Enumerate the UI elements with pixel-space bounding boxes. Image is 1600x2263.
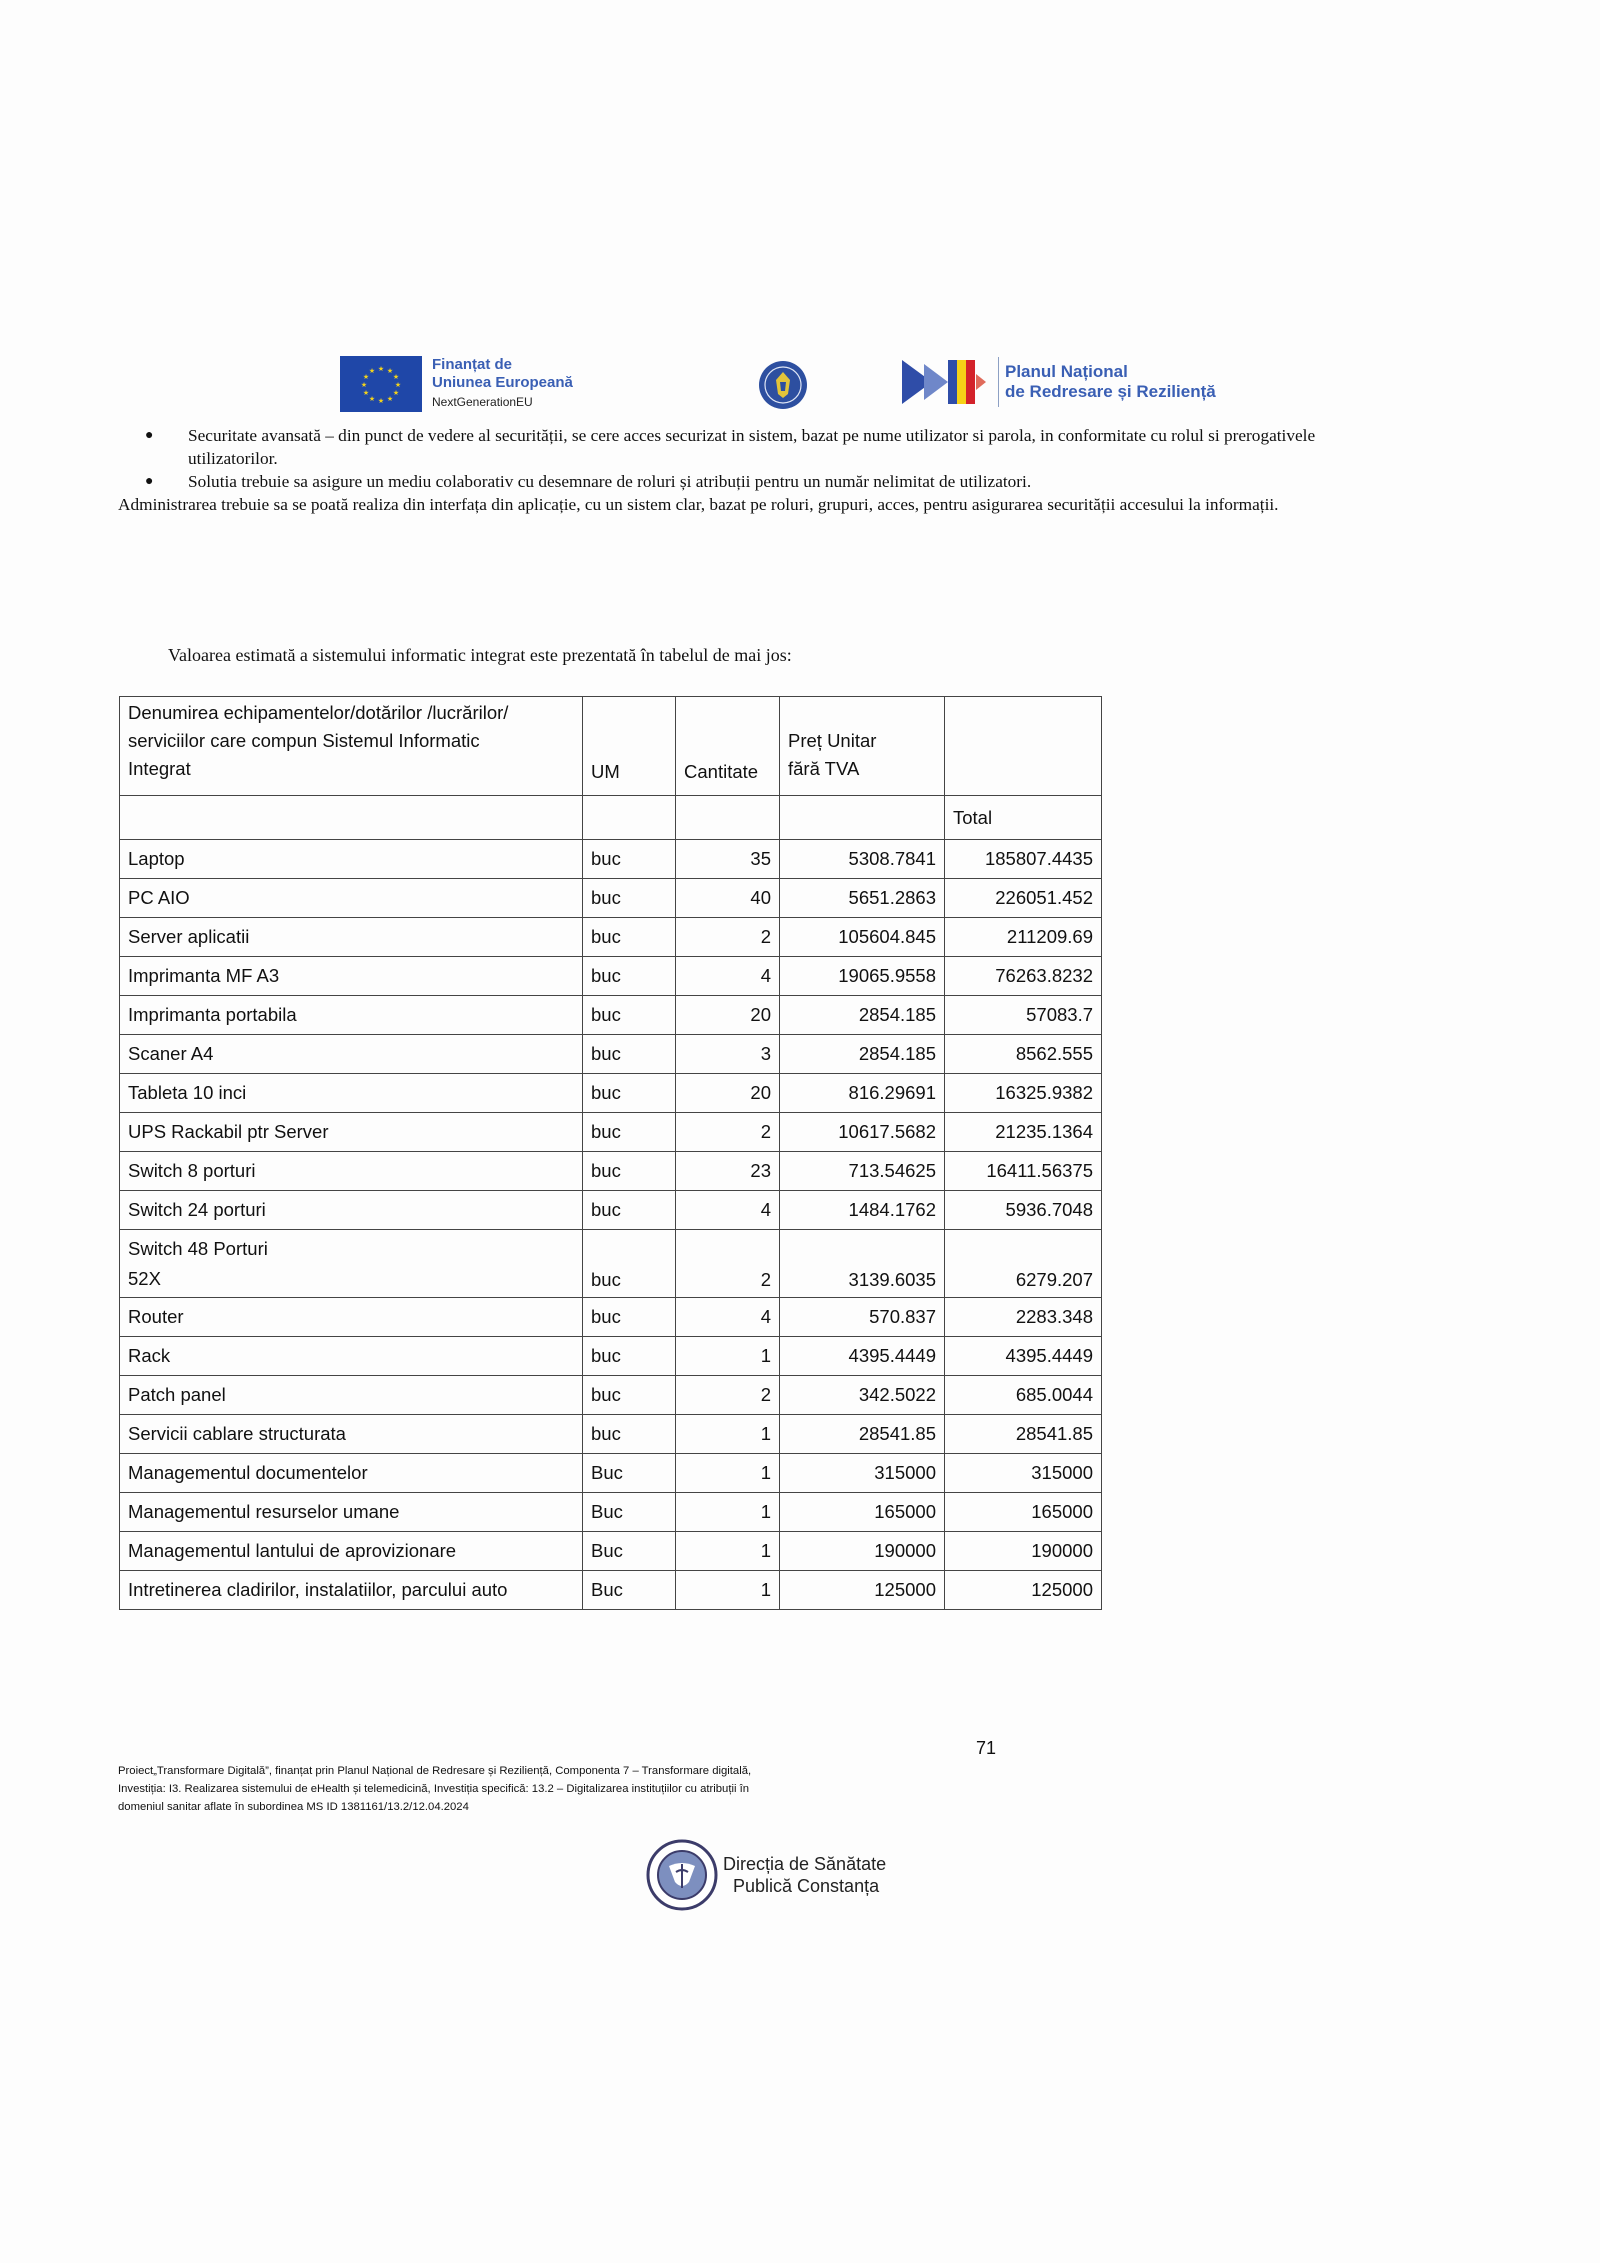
svg-text:★: ★ bbox=[394, 381, 402, 389]
eu-flag-icon bbox=[340, 356, 422, 412]
table-row bbox=[120, 840, 1102, 879]
cell-price: 5651.2863 bbox=[780, 879, 945, 918]
cell-qty: 4 bbox=[676, 1191, 780, 1230]
cell-qty: 4 bbox=[676, 1298, 780, 1337]
cell-price: 342.5022 bbox=[780, 1376, 945, 1415]
cell-qty: 35 bbox=[676, 840, 780, 879]
header-total-top bbox=[945, 697, 1102, 796]
bullet-icon: ● bbox=[145, 474, 154, 489]
bullet-text: Solutia trebuie sa asigure un mediu colaborativ cu desemnare de roluri și atribuții pentru un număr nelimitat de utilizatori. bbox=[188, 472, 1032, 491]
header-empty-cell bbox=[583, 796, 676, 840]
header-empty-cell bbox=[780, 796, 945, 840]
svg-text:★: ★ bbox=[386, 367, 394, 375]
dsp-text-line2: Publică Constanța bbox=[733, 1876, 880, 1896]
cell-qty: 1 bbox=[676, 1493, 780, 1532]
cell-total: 16325.9382 bbox=[945, 1074, 1102, 1113]
dsp-seal-icon bbox=[645, 1838, 719, 1912]
cell-qty: 1 bbox=[676, 1415, 780, 1454]
cell-name: PC AIO bbox=[120, 879, 583, 918]
cell-price: 315000 bbox=[780, 1454, 945, 1493]
header-empty-cell bbox=[676, 796, 780, 840]
cell-name: Tableta 10 inci bbox=[120, 1074, 583, 1113]
table-row bbox=[120, 1035, 1102, 1074]
cell-name: Managementul documentelor bbox=[120, 1454, 583, 1493]
dsp-text-line1: Direcția de Sănătate bbox=[723, 1854, 887, 1874]
svg-text:★: ★ bbox=[362, 373, 370, 381]
cell-total: 211209.69 bbox=[945, 918, 1102, 957]
pnrr-arrows-icon bbox=[902, 356, 992, 408]
svg-text:★: ★ bbox=[362, 389, 370, 397]
cell-qty: 4 bbox=[676, 957, 780, 996]
cell-um: buc bbox=[583, 1298, 676, 1337]
cell-total: 21235.1364 bbox=[945, 1113, 1102, 1152]
header-total: Total bbox=[945, 796, 1102, 840]
administration-paragraph: Administrarea trebuie sa se poată realiza din interfața din aplicație, cu un sistem clar, bazat pe roluri, grupuri, acces, pentru asigurarea securității accesului la informații. bbox=[118, 495, 1279, 514]
cell-total: 315000 bbox=[945, 1454, 1102, 1493]
cell-name: Router bbox=[120, 1298, 583, 1337]
cell-um: buc bbox=[583, 996, 676, 1035]
table-row bbox=[120, 879, 1102, 918]
pnrr-logo bbox=[902, 356, 1216, 408]
cell-total: 28541.85 bbox=[945, 1415, 1102, 1454]
bullet-text: Securitate avansată – din punct de vedere al securității, se cere acces securizat in sistem, bazat pe nume utilizator si parola, in conformitate cu rolul si prerogativele utilizatorilor. bbox=[188, 426, 1316, 468]
svg-text:★: ★ bbox=[392, 373, 400, 381]
cell-price: 816.29691 bbox=[780, 1074, 945, 1113]
cell-qty: 2 bbox=[676, 1113, 780, 1152]
cell-price: 4395.4449 bbox=[780, 1337, 945, 1376]
cell-qty: 1 bbox=[676, 1337, 780, 1376]
cell-qty: 2 bbox=[676, 1230, 780, 1298]
cell-qty: 40 bbox=[676, 879, 780, 918]
bullet-item bbox=[118, 470, 1403, 493]
table-row bbox=[120, 1493, 1102, 1532]
eu-logo bbox=[340, 356, 573, 412]
svg-text:★: ★ bbox=[377, 397, 385, 405]
cell-qty: 3 bbox=[676, 1035, 780, 1074]
svg-text:★: ★ bbox=[360, 381, 368, 389]
cell-um: buc bbox=[583, 1337, 676, 1376]
cell-price: 125000 bbox=[780, 1571, 945, 1610]
header-price-line2: fără TVA bbox=[788, 758, 860, 779]
footer-line3: domeniul sanitar aflate în subordinea MS ID 1381161/13.2/12.04.2024 bbox=[118, 1801, 469, 1813]
cell-price: 3139.6035 bbox=[780, 1230, 945, 1298]
svg-text:★: ★ bbox=[368, 367, 376, 375]
header-price-line1: Preț Unitar bbox=[788, 730, 877, 751]
cell-um: buc bbox=[583, 1035, 676, 1074]
cell-name-line1: Switch 48 Porturi bbox=[128, 1237, 268, 1259]
table-header-row bbox=[120, 697, 1102, 796]
cell-price: 105604.845 bbox=[780, 918, 945, 957]
cell-price: 190000 bbox=[780, 1532, 945, 1571]
cell-um: buc bbox=[583, 1230, 676, 1298]
cell-qty: 1 bbox=[676, 1454, 780, 1493]
table-row bbox=[120, 957, 1102, 996]
table-header-row bbox=[120, 796, 1102, 840]
header-name-line1: Denumirea echipamentelor/dotărilor /lucrărilor/ bbox=[128, 702, 509, 723]
cell-name: Patch panel bbox=[120, 1376, 583, 1415]
cell-total: 190000 bbox=[945, 1532, 1102, 1571]
bullet-item bbox=[118, 424, 1403, 470]
cell-price: 713.54625 bbox=[780, 1152, 945, 1191]
table-row bbox=[120, 1415, 1102, 1454]
cell-um: Buc bbox=[583, 1493, 676, 1532]
cell-um: buc bbox=[583, 957, 676, 996]
table-row bbox=[120, 1571, 1102, 1610]
cell-price: 10617.5682 bbox=[780, 1113, 945, 1152]
svg-text:★: ★ bbox=[386, 395, 394, 403]
cell-um: buc bbox=[583, 1191, 676, 1230]
requirements-text bbox=[118, 424, 1403, 516]
cell-qty: 2 bbox=[676, 918, 780, 957]
table-row bbox=[120, 1376, 1102, 1415]
eu-text-line2: Uniunea Europeană bbox=[432, 374, 573, 391]
cell-name bbox=[120, 1230, 583, 1298]
romanian-government-seal-icon bbox=[758, 360, 808, 410]
cell-um: Buc bbox=[583, 1532, 676, 1571]
cell-name: Server aplicatii bbox=[120, 918, 583, 957]
cell-name: Servicii cablare structurata bbox=[120, 1415, 583, 1454]
footer-line1: Proiect„Transformare Digitală”, finanțat prin Planul Național de Redresare și Reziliență, Componenta 7 – Transformare digitală, bbox=[118, 1765, 752, 1777]
cell-price: 2854.185 bbox=[780, 996, 945, 1035]
cell-name: Managementul resurselor umane bbox=[120, 1493, 583, 1532]
cell-um: buc bbox=[583, 840, 676, 879]
cell-price: 5308.7841 bbox=[780, 840, 945, 879]
cell-name: Rack bbox=[120, 1337, 583, 1376]
cell-total: 125000 bbox=[945, 1571, 1102, 1610]
cell-name: Scaner A4 bbox=[120, 1035, 583, 1074]
svg-text:★: ★ bbox=[368, 395, 376, 403]
cell-qty: 20 bbox=[676, 1074, 780, 1113]
page-number: 71 bbox=[976, 1738, 997, 1758]
cell-total: 165000 bbox=[945, 1493, 1102, 1532]
cell-um: buc bbox=[583, 879, 676, 918]
header-empty-cell bbox=[120, 796, 583, 840]
dsp-logo bbox=[645, 1838, 886, 1912]
header-qty: Cantitate bbox=[676, 697, 780, 796]
cell-qty: 1 bbox=[676, 1532, 780, 1571]
footer-line2: Investiția: I3. Realizarea sistemului de eHealth și telemedicină, Investiția specifică: 13.2 – Digitalizarea instituțiilor cu atribuții în bbox=[118, 1783, 750, 1795]
table-row bbox=[120, 996, 1102, 1035]
cell-total: 2283.348 bbox=[945, 1298, 1102, 1337]
header-logos bbox=[340, 352, 1270, 414]
pnrr-text-line2: de Redresare și Reziliență bbox=[1005, 382, 1216, 401]
table-row bbox=[120, 1074, 1102, 1113]
eu-text-line3: NextGenerationEU bbox=[432, 395, 533, 409]
header-name-line2: serviciilor care compun Sistemul Informatic bbox=[128, 730, 480, 751]
project-footer bbox=[118, 1762, 998, 1816]
header-name bbox=[120, 697, 583, 796]
cell-qty: 23 bbox=[676, 1152, 780, 1191]
cell-um: buc bbox=[583, 918, 676, 957]
cell-name: Intretinerea cladirilor, instalatiilor, parcului auto bbox=[120, 1571, 583, 1610]
table-row bbox=[120, 1152, 1102, 1191]
cell-price: 165000 bbox=[780, 1493, 945, 1532]
table-intro: Valoarea estimată a sistemului informatic integrat este prezentată în tabelul de mai jos: bbox=[168, 645, 792, 665]
cell-um: buc bbox=[583, 1074, 676, 1113]
cell-total: 6279.207 bbox=[945, 1230, 1102, 1298]
cell-um: buc bbox=[583, 1152, 676, 1191]
cell-qty: 20 bbox=[676, 996, 780, 1035]
table-row bbox=[120, 1337, 1102, 1376]
svg-text:★: ★ bbox=[377, 365, 385, 373]
cell-um: Buc bbox=[583, 1454, 676, 1493]
table-row bbox=[120, 1113, 1102, 1152]
cell-price: 2854.185 bbox=[780, 1035, 945, 1074]
table-row bbox=[120, 918, 1102, 957]
cell-total: 8562.555 bbox=[945, 1035, 1102, 1074]
cell-total: 16411.56375 bbox=[945, 1152, 1102, 1191]
estimated-value-table bbox=[119, 696, 1102, 1610]
cell-total: 4395.4449 bbox=[945, 1337, 1102, 1376]
header-price bbox=[780, 697, 945, 796]
table-row bbox=[120, 1532, 1102, 1571]
table-row bbox=[120, 1298, 1102, 1337]
table-row bbox=[120, 1230, 1102, 1298]
pnrr-text-line1: Planul Național bbox=[1005, 362, 1128, 381]
cell-total: 685.0044 bbox=[945, 1376, 1102, 1415]
cell-total: 5936.7048 bbox=[945, 1191, 1102, 1230]
cell-price: 570.837 bbox=[780, 1298, 945, 1337]
cell-price: 19065.9558 bbox=[780, 957, 945, 996]
svg-text:★: ★ bbox=[392, 389, 400, 397]
table-row bbox=[120, 1454, 1102, 1493]
cell-qty: 1 bbox=[676, 1571, 780, 1610]
cell-name: Laptop bbox=[120, 840, 583, 879]
cell-total: 57083.7 bbox=[945, 996, 1102, 1035]
cell-um: buc bbox=[583, 1376, 676, 1415]
cell-um: buc bbox=[583, 1415, 676, 1454]
cell-total: 226051.452 bbox=[945, 879, 1102, 918]
cell-name: Switch 8 porturi bbox=[120, 1152, 583, 1191]
cell-total: 76263.8232 bbox=[945, 957, 1102, 996]
header-name-line3: Integrat bbox=[128, 758, 191, 779]
cell-name: Managementul lantului de aprovizionare bbox=[120, 1532, 583, 1571]
cell-price: 1484.1762 bbox=[780, 1191, 945, 1230]
cell-name: Imprimanta MF A3 bbox=[120, 957, 583, 996]
eu-text-line1: Finanțat de bbox=[432, 356, 513, 373]
table-row bbox=[120, 1191, 1102, 1230]
cell-price: 28541.85 bbox=[780, 1415, 945, 1454]
cell-um: Buc bbox=[583, 1571, 676, 1610]
header-um: UM bbox=[583, 697, 676, 796]
bullet-icon: ● bbox=[145, 428, 154, 443]
cell-total: 185807.4435 bbox=[945, 840, 1102, 879]
cell-name: UPS Rackabil ptr Server bbox=[120, 1113, 583, 1152]
cell-name-line2: 52X bbox=[128, 1267, 161, 1289]
cell-name: Imprimanta portabila bbox=[120, 996, 583, 1035]
cell-um: buc bbox=[583, 1113, 676, 1152]
cell-qty: 2 bbox=[676, 1376, 780, 1415]
cell-name: Switch 24 porturi bbox=[120, 1191, 583, 1230]
